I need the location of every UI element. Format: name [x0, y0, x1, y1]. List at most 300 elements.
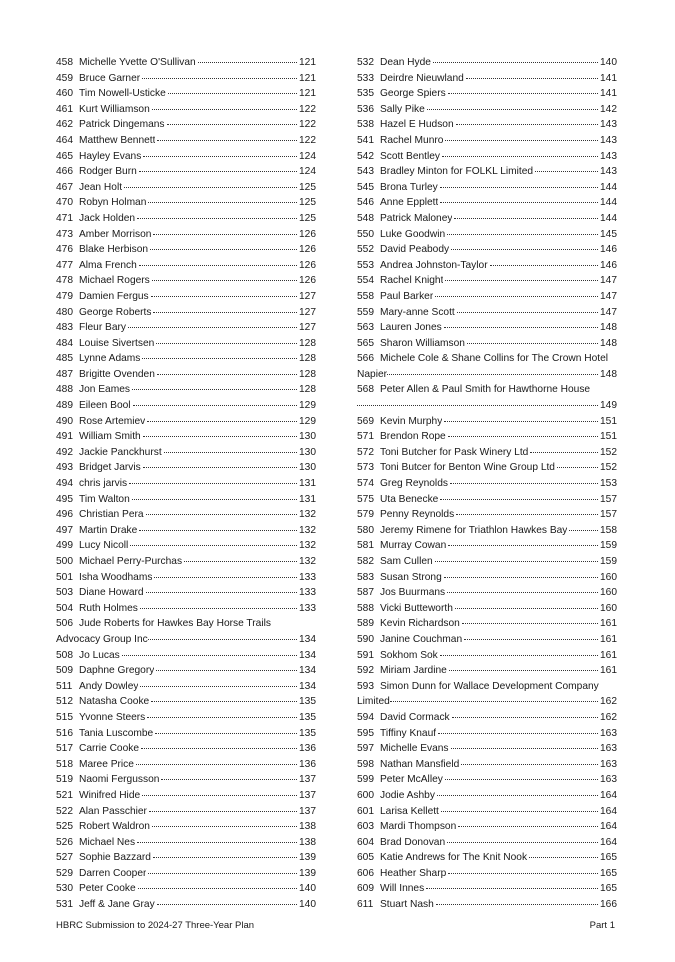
- entry-page-number: 162: [600, 696, 617, 708]
- entry-name: Peter Cooke: [79, 883, 136, 895]
- toc-entry-line: [357, 117, 617, 133]
- toc-entry-line: [56, 663, 316, 679]
- entry-page-number: 162: [600, 711, 617, 723]
- dot-leader: [146, 514, 297, 515]
- toc-entry: [357, 351, 617, 382]
- dot-leader: [450, 483, 598, 484]
- entry-number: 581: [357, 540, 374, 552]
- dot-leader: [150, 249, 297, 250]
- entry-number: 465: [56, 150, 73, 162]
- entry-page-number: 163: [600, 727, 617, 739]
- toc-entry-line: [357, 507, 617, 523]
- dot-leader: [455, 608, 598, 609]
- entry-name: Bradley Minton for FOLKL Limited: [380, 166, 534, 178]
- toc-entry-line: [56, 242, 316, 258]
- entry-number: 583: [357, 571, 374, 583]
- entry-number: 464: [56, 134, 73, 146]
- toc-entry-line: [357, 835, 617, 851]
- entry-number: 525: [56, 821, 73, 833]
- toc-entry-line: [56, 570, 316, 586]
- toc-entry: [357, 881, 617, 897]
- dot-leader: [445, 280, 598, 281]
- toc-entry: [357, 242, 617, 258]
- entry-page-number: 158: [600, 524, 617, 536]
- entry-page-number: 122: [299, 119, 316, 131]
- toc-entry-line: [357, 164, 617, 180]
- toc-entry: [56, 570, 316, 586]
- entry-name: Bruce Garner: [79, 72, 141, 84]
- dot-leader: [442, 156, 598, 157]
- entry-name: Brona Turley: [380, 181, 438, 193]
- entry-number: 476: [56, 244, 73, 256]
- entry-page-number: 140: [299, 899, 316, 911]
- dot-leader: [426, 888, 598, 889]
- toc-entry-line: [357, 71, 617, 87]
- toc-entry: [357, 414, 617, 430]
- entry-page-number: 133: [299, 571, 316, 583]
- entry-name: Amber Morrison: [79, 228, 152, 240]
- entry-number: 589: [357, 618, 374, 630]
- toc-entry: [56, 429, 316, 445]
- dot-leader: [142, 78, 297, 79]
- toc-entry-line: [357, 648, 617, 664]
- entry-name: Andy Dowley: [79, 680, 139, 692]
- dot-leader: [140, 608, 297, 609]
- entry-name: Hayley Evans: [79, 150, 142, 162]
- toc-entry-line: [357, 445, 617, 461]
- dot-leader: [438, 733, 598, 734]
- entry-page-number: 126: [299, 275, 316, 287]
- entry-name: David Peabody: [380, 244, 450, 256]
- toc-entry: [357, 601, 617, 617]
- entry-name: Robert Waldron: [79, 821, 150, 833]
- entry-page-number: 148: [600, 368, 617, 380]
- entry-number: 609: [357, 883, 374, 895]
- entry-number: 569: [357, 415, 374, 427]
- entry-page-number: 142: [600, 103, 617, 115]
- toc-entry-line: [357, 881, 617, 897]
- entry-name: Michele Cole & Shane Collins for The Crown Hotel: [380, 353, 609, 365]
- entry-name: Isha Woodhams: [79, 571, 153, 583]
- toc-entry-line: [357, 616, 617, 632]
- toc-entry-line: [56, 351, 316, 367]
- entry-name: Tim Nowell-Usticke: [79, 88, 166, 100]
- toc-entry: [357, 320, 617, 336]
- toc-entry: [56, 757, 316, 773]
- dot-leader: [139, 265, 297, 266]
- dot-leader: [451, 748, 598, 749]
- entry-number: 470: [56, 197, 73, 209]
- entry-number: 597: [357, 743, 374, 755]
- entry-page-number: 147: [600, 306, 617, 318]
- dot-leader: [445, 779, 598, 780]
- entry-number: 574: [357, 478, 374, 490]
- toc-entry: [56, 86, 316, 102]
- toc-entry-line: [357, 694, 617, 710]
- entry-name: Yvonne Steers: [79, 711, 146, 723]
- toc-entry: [357, 726, 617, 742]
- toc-entry: [56, 710, 316, 726]
- dot-leader: [157, 140, 297, 141]
- entry-name: Toni Butcher for Pask Winery Ltd: [380, 446, 529, 458]
- entry-number: 526: [56, 836, 73, 848]
- toc-entry-line: [357, 242, 617, 258]
- entry-page-number: 161: [600, 633, 617, 645]
- toc-entry-line: [357, 601, 617, 617]
- dot-leader: [164, 452, 297, 453]
- entry-number: 515: [56, 711, 73, 723]
- dot-leader: [155, 733, 297, 734]
- toc-entry-line: [357, 273, 617, 289]
- toc-entry-line: [56, 694, 316, 710]
- toc-entry: [56, 523, 316, 539]
- entry-name: Mary-anne Scott: [380, 306, 455, 318]
- entry-number: 467: [56, 181, 73, 193]
- entry-number: 459: [56, 72, 73, 84]
- entry-number: 533: [357, 72, 374, 84]
- dot-leader: [153, 312, 297, 313]
- toc-entry-line: [56, 523, 316, 539]
- entry-page-number: 136: [299, 758, 316, 770]
- entry-name: Nathan Mansfield: [380, 758, 460, 770]
- toc-entry-line: [56, 507, 316, 523]
- entry-number: 588: [357, 602, 374, 614]
- toc-entry-line: [56, 850, 316, 866]
- toc-entry: [56, 726, 316, 742]
- dot-leader: [151, 296, 297, 297]
- entry-name: William Smith: [79, 431, 141, 443]
- toc-entry-line: [56, 788, 316, 804]
- entry-name: Daphne Gregory: [79, 665, 155, 677]
- entry-page-number: 129: [299, 400, 316, 412]
- dot-leader: [149, 811, 297, 812]
- toc-entry-line: [56, 414, 316, 430]
- toc-entry: [357, 632, 617, 648]
- toc-entry-line: [357, 492, 617, 508]
- entry-name: Patrick Dingemans: [79, 119, 165, 131]
- toc-entry-line: [56, 445, 316, 461]
- toc-entry-line: [357, 460, 617, 476]
- entry-page-number: 147: [600, 290, 617, 302]
- entry-page-number: 132: [299, 540, 316, 552]
- toc-entry-line: [56, 102, 316, 118]
- entry-page-number: 130: [299, 446, 316, 458]
- entry-name: Larisa Kellett: [380, 805, 439, 817]
- entry-page-number: 161: [600, 649, 617, 661]
- toc-entry-line: [56, 211, 316, 227]
- dot-leader: [357, 405, 598, 406]
- footer-title: HBRC Submission to 2024-27 Three-Year Plan: [56, 920, 255, 931]
- toc-entry-line: [357, 180, 617, 196]
- dot-leader: [148, 639, 297, 640]
- entry-name: Uta Benecke: [380, 493, 439, 505]
- dot-leader: [140, 686, 297, 687]
- toc-entry: [56, 460, 316, 476]
- entry-page-number: 139: [299, 867, 316, 879]
- entry-name: Damien Fergus: [79, 290, 149, 302]
- toc-entry-line: [56, 804, 316, 820]
- entry-page-number: 164: [600, 805, 617, 817]
- dot-leader: [447, 234, 598, 235]
- dot-leader: [454, 218, 598, 219]
- entry-page-number: 122: [299, 103, 316, 115]
- toc-entry-line: [56, 382, 316, 398]
- entry-page-number: 151: [600, 431, 617, 443]
- toc-entry: [56, 507, 316, 523]
- entry-page-number: 132: [299, 509, 316, 521]
- toc-entry: [56, 554, 316, 570]
- toc-entry-line: [56, 258, 316, 274]
- entry-name: Alma French: [79, 259, 137, 271]
- toc-entry-line: [56, 71, 316, 87]
- toc-entry: [357, 866, 617, 882]
- toc-entry-line: [357, 819, 617, 835]
- dot-leader: [168, 93, 297, 94]
- dot-leader: [128, 327, 297, 328]
- entry-page-number: 160: [600, 571, 617, 583]
- entry-page-number: 141: [600, 72, 617, 84]
- toc-entry-line: [56, 710, 316, 726]
- entry-page-number: 160: [600, 602, 617, 614]
- dot-leader: [444, 327, 598, 328]
- entry-number: 485: [56, 353, 73, 365]
- toc-entry-line: [357, 850, 617, 866]
- entry-page-number: 133: [299, 587, 316, 599]
- toc-entry: [56, 492, 316, 508]
- entry-number: 493: [56, 462, 73, 474]
- entry-name: Kevin Murphy: [380, 415, 443, 427]
- entry-number: 535: [357, 88, 374, 100]
- entry-name: Hazel E Hudson: [380, 119, 454, 131]
- toc-entry-line: [56, 741, 316, 757]
- toc-entry: [357, 648, 617, 664]
- dot-leader: [137, 218, 297, 219]
- entry-page-number: 148: [600, 322, 617, 334]
- toc-entry-line: [56, 538, 316, 554]
- toc-entry: [357, 476, 617, 492]
- entry-page-number: 165: [600, 883, 617, 895]
- toc-entry: [56, 741, 316, 757]
- toc-entry: [357, 757, 617, 773]
- toc-entry: [56, 694, 316, 710]
- dot-leader: [448, 545, 598, 546]
- entry-number: 541: [357, 134, 374, 146]
- toc-entry: [357, 211, 617, 227]
- toc-entry-line: [357, 227, 617, 243]
- entry-number: 563: [357, 322, 374, 334]
- entry-page-number: 138: [299, 821, 316, 833]
- entry-name: Sharon Williamson: [380, 337, 465, 349]
- toc-entry: [357, 227, 617, 243]
- entry-name: Matthew Bennett: [79, 134, 156, 146]
- toc-entry: [357, 195, 617, 211]
- toc-entry: [56, 601, 316, 617]
- entry-name: Eileen Bool: [79, 400, 131, 412]
- dot-leader: [136, 764, 297, 765]
- dot-leader: [142, 795, 297, 796]
- entry-page-number: 132: [299, 524, 316, 536]
- entry-number: 517: [56, 743, 73, 755]
- toc-entry: [56, 476, 316, 492]
- entry-name: Scott Bentley: [380, 150, 441, 162]
- dot-leader: [130, 545, 297, 546]
- toc-entry-line: [56, 227, 316, 243]
- toc-entry-line: [357, 897, 617, 913]
- entry-number: 542: [357, 150, 374, 162]
- entry-number: 503: [56, 587, 73, 599]
- entry-number: 582: [357, 556, 374, 567]
- dot-leader: [435, 561, 598, 562]
- dot-leader: [152, 826, 297, 827]
- toc-entry-line: [56, 585, 316, 601]
- entry-page-number: 126: [299, 259, 316, 271]
- entry-page-number: 132: [299, 556, 316, 567]
- dot-leader: [167, 124, 298, 125]
- toc-entry: [56, 382, 316, 398]
- dot-leader: [447, 842, 598, 843]
- entry-page-number: 121: [299, 72, 316, 84]
- dot-leader: [148, 202, 297, 203]
- dot-leader: [390, 701, 598, 702]
- entry-page-number: 141: [600, 88, 617, 100]
- toc-entry-line: [357, 149, 617, 165]
- entry-name: Janine Couchman: [380, 633, 463, 645]
- dot-leader: [137, 842, 297, 843]
- dot-leader: [139, 171, 297, 172]
- entry-page-number: 153: [600, 478, 617, 490]
- dot-leader: [490, 265, 598, 266]
- entry-name: Rachel Munro: [380, 134, 444, 146]
- toc-entry: [357, 835, 617, 851]
- entry-number: 587: [357, 587, 374, 599]
- dot-leader: [132, 499, 297, 500]
- entry-name: Stuart Nash: [380, 899, 434, 911]
- toc-entry: [357, 305, 617, 321]
- entry-name: Mardi Thompson: [380, 821, 457, 833]
- entry-page-number: 146: [600, 259, 617, 271]
- dot-leader: [464, 639, 598, 640]
- toc-entry: [56, 102, 316, 118]
- entry-number: 477: [56, 259, 73, 271]
- entry-number: 546: [357, 197, 374, 209]
- toc-entry-line: [56, 726, 316, 742]
- entry-page-number: 159: [600, 540, 617, 552]
- dot-leader: [142, 358, 297, 359]
- entry-name: Peter McAlley: [380, 774, 443, 786]
- toc-entry-line: [357, 554, 617, 570]
- entry-name: Will Innes: [380, 883, 425, 895]
- entry-name: Miriam Jardine: [380, 665, 447, 677]
- entry-name: Jack Holden: [79, 212, 136, 224]
- entry-page-number: 121: [299, 88, 316, 100]
- entry-number: 543: [357, 166, 374, 178]
- entry-name: Jo Lucas: [79, 649, 120, 661]
- dot-leader: [569, 530, 598, 531]
- entry-page-number: 147: [600, 275, 617, 287]
- entry-page-number: 163: [600, 743, 617, 755]
- dot-leader: [151, 701, 297, 702]
- toc-entry-line: [56, 492, 316, 508]
- toc-entry-line: [56, 133, 316, 149]
- entry-name: Greg Reynolds: [380, 478, 448, 490]
- entry-name: Kurt Williamson: [79, 103, 150, 115]
- entry-page-number: 140: [299, 883, 316, 895]
- entry-page-number: 127: [299, 290, 316, 302]
- entry-number: 521: [56, 789, 73, 801]
- entry-page-number: 131: [299, 478, 316, 490]
- entry-page-number: 130: [299, 431, 316, 443]
- entry-name: Simon Dunn for Wallace Development Company: [380, 680, 599, 692]
- dot-leader: [466, 78, 598, 79]
- entry-number: 573: [357, 462, 374, 474]
- toc-entry-line: [56, 117, 316, 133]
- toc-entry: [357, 117, 617, 133]
- toc-entry-line: [357, 538, 617, 554]
- entry-number: 458: [56, 57, 73, 68]
- entry-number: 538: [357, 119, 374, 131]
- dot-leader: [437, 795, 598, 796]
- dot-leader: [451, 249, 598, 250]
- toc-entry-line: [56, 866, 316, 882]
- dot-leader: [461, 764, 598, 765]
- entry-page-number: 135: [299, 727, 316, 739]
- toc-entry-line: [56, 757, 316, 773]
- toc-entry: [56, 648, 316, 664]
- dot-leader: [444, 421, 598, 422]
- entry-number: 565: [357, 337, 374, 349]
- entry-number: 478: [56, 275, 73, 287]
- entry-number: 490: [56, 415, 73, 427]
- entry-page-number: 128: [299, 368, 316, 380]
- entry-name: Dean Hyde: [380, 57, 431, 68]
- entry-page-number: 146: [600, 244, 617, 256]
- toc-entry-line: [56, 772, 316, 788]
- toc-entry: [357, 149, 617, 165]
- entry-page-number: 133: [299, 602, 316, 614]
- toc-entry-line: [56, 195, 316, 211]
- toc-entry-line: [56, 476, 316, 492]
- entry-name: Vicki Butteworth: [380, 602, 453, 614]
- toc-entry-line: [357, 632, 617, 648]
- toc-entry: [56, 835, 316, 851]
- toc-entry-line: [56, 180, 316, 196]
- entry-name: Lucy Nicoll: [79, 540, 129, 552]
- entry-page-number: 121: [299, 57, 316, 68]
- entry-number: 606: [357, 867, 374, 879]
- dot-leader: [440, 187, 598, 188]
- toc-entry: [357, 336, 617, 352]
- toc-entry-line: [357, 398, 617, 414]
- entry-number: 611: [357, 899, 374, 911]
- entry-page-number: 161: [600, 665, 617, 677]
- entry-number: 462: [56, 119, 73, 131]
- toc-entry-line: [357, 336, 617, 352]
- entry-name: George Roberts: [79, 306, 152, 318]
- toc-entry-line: [56, 616, 316, 632]
- dot-leader: [535, 171, 598, 172]
- entry-number: 506: [56, 618, 73, 630]
- entry-number: 480: [56, 306, 73, 318]
- dot-leader: [139, 530, 297, 531]
- entry-page-number: 144: [600, 181, 617, 193]
- toc-entry: [56, 804, 316, 820]
- entry-number: 488: [56, 384, 73, 396]
- entry-name: Anne Epplett: [380, 197, 439, 209]
- dot-leader: [448, 93, 598, 94]
- entry-number: 512: [56, 696, 73, 708]
- dot-leader: [440, 499, 598, 500]
- entry-name-continued: Napier: [357, 368, 388, 380]
